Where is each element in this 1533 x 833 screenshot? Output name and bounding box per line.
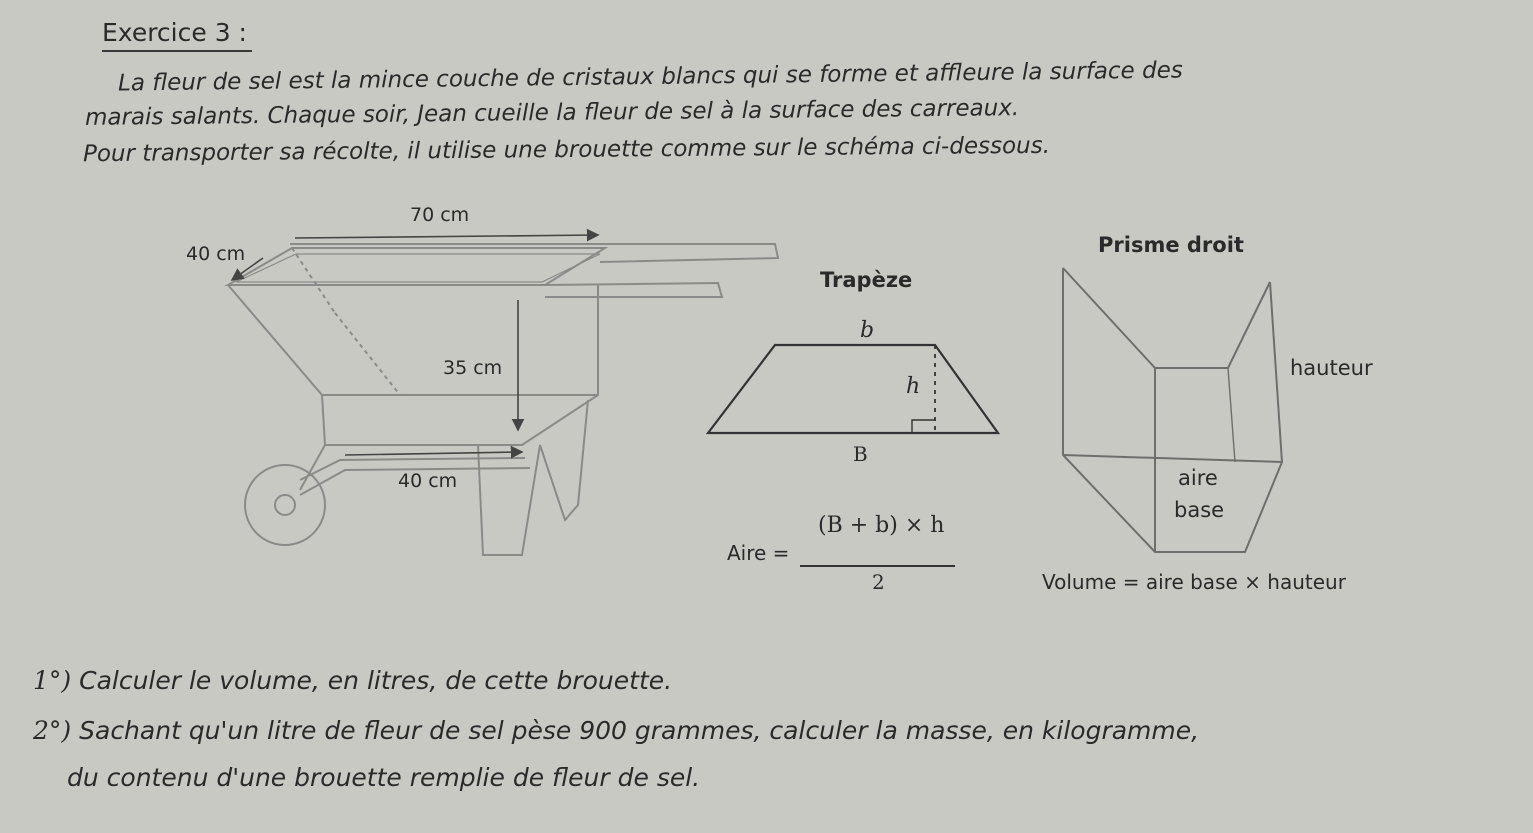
dim-arrow-bottom: [345, 452, 522, 455]
intro-line-3: Pour transporter sa récolte, il utilise une brouette comme sur le schéma ci-dessous.: [82, 132, 1051, 168]
prism-label-base-1: aire: [1178, 466, 1218, 490]
dim-arrow-top: [295, 235, 598, 238]
question-2-continued: [67, 763, 700, 792]
trapezoid-drawing: [708, 345, 998, 433]
question-1: [33, 666, 672, 695]
volume-formula: Volume = aire base × hauteur: [1042, 570, 1346, 594]
prism-title: Prisme droit: [1098, 233, 1244, 257]
dim-label-height: 35 cm: [443, 357, 503, 379]
trapezoid-title: Trapèze: [820, 268, 913, 292]
question-2: [33, 716, 1199, 745]
trapezoid-label-b: b: [860, 318, 875, 343]
prism-drawing: [1063, 268, 1282, 552]
prism-label-base-2: base: [1174, 498, 1225, 522]
exercise-title: Exercice 3 :: [102, 18, 247, 47]
trapezoid-label-h: h: [906, 374, 921, 399]
area-formula-numerator: (B + b) × h: [818, 513, 945, 538]
prism-label-height: hauteur: [1290, 356, 1373, 380]
trapezoid-label-B: B: [853, 442, 868, 466]
area-formula-lhs: Aire =: [727, 541, 790, 565]
area-formula-denominator: 2: [872, 570, 885, 594]
intro-line-1: La fleur de sel est la mince couche de cristaux blancs qui se forme et affleure la surface des: [117, 57, 1183, 97]
wheelbarrow-drawing: [228, 244, 778, 555]
dim-label-side: 40 cm: [186, 243, 246, 265]
question-2-text: Sachant qu'un litre de fleur de sel pèse 900 grammes, calculer la masse, en kilogramme,: [79, 716, 1200, 745]
dim-label-bottom: 40 cm: [398, 470, 458, 492]
question-2-number: 2°): [33, 716, 72, 745]
dim-label-top: 70 cm: [410, 204, 470, 226]
question-2-text-continued: du contenu d'une brouette remplie de fleur de sel.: [67, 763, 701, 792]
wheelbarrow-dimensions: [232, 235, 598, 455]
question-1-text: Calculer le volume, en litres, de cette brouette.: [79, 666, 673, 695]
question-1-number: 1°): [33, 666, 72, 695]
intro-line-2: marais salants. Chaque soir, Jean cueille la fleur de sel à la surface des carreaux.: [84, 95, 1020, 131]
